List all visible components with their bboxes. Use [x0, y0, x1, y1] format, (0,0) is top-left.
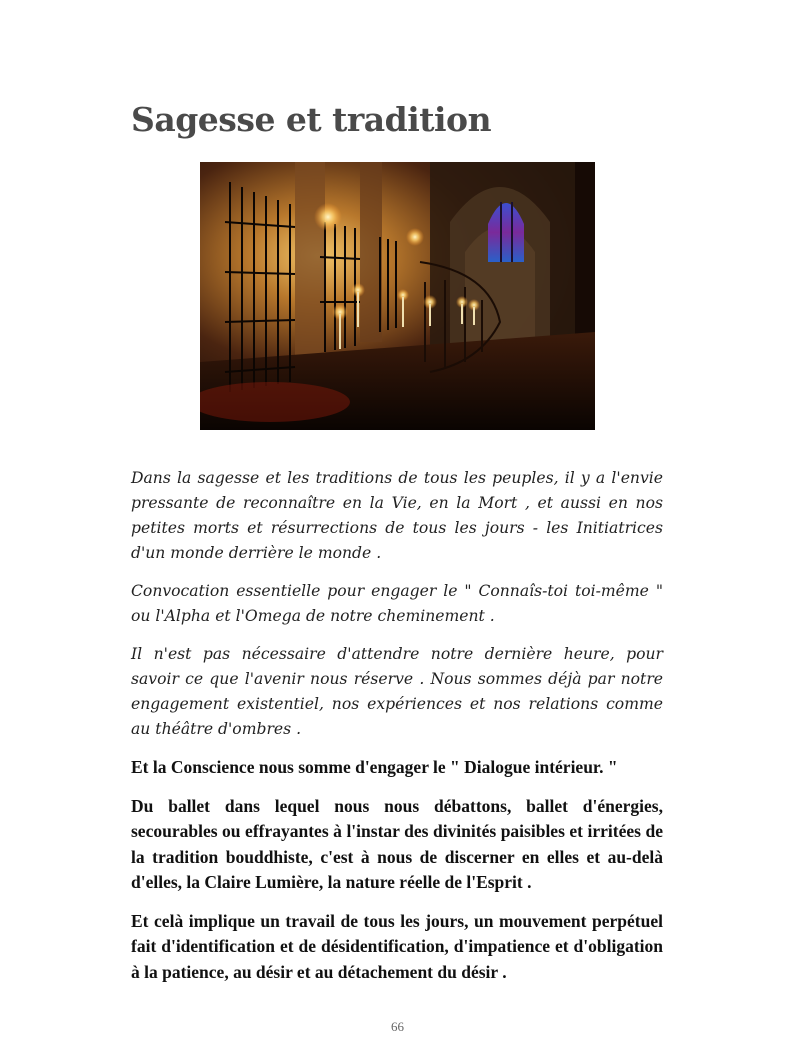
paragraph: Dans la sagesse et les traditions de tous les peuples, il y a l'envie pressante de reconnaître en la Vie, en la Mort , et aussi en nos petites morts et résurrections de tous les jours - les Initiatrices d'un monde derrière le monde .	[131, 469, 663, 562]
body-text	[131, 466, 663, 998]
paragraph: Et la Conscience nous somme d'engager le " Dialogue intérieur. "	[131, 757, 618, 777]
page-number: 66	[391, 1019, 404, 1034]
paragraph: Du ballet dans lequel nous nous débattons, ballet d'énergies, secourables ou effrayantes à l'instar des divinités paisibles et irritées de la tradition bouddhiste, c'est à nous de discerner en elles et au-delà d'elles, la Claire Lumière, la nature réelle de l'Esprit .	[131, 795, 663, 892]
paragraph: Et celà implique un travail de tous les jours, un mouvement perpétuel fait d'identification et de désidentification, d'impatience et d'obligation à la patience, au désir et au détachement du désir .	[131, 910, 663, 982]
chapel-candles-photo	[200, 162, 595, 430]
paragraph: Il n'est pas nécessaire d'attendre notre dernière heure, pour savoir ce que l'avenir nous réserve . Nous sommes déjà par notre engagement existentiel, nos expériences et nos relations comme au théâtre d'ombres .	[131, 645, 663, 738]
paragraph: Convocation essentielle pour engager le " Connaîs-toi toi-même " ou l'Alpha et l'Omega de notre cheminement .	[131, 582, 663, 625]
page-title: Sagesse et tradition	[131, 100, 492, 139]
